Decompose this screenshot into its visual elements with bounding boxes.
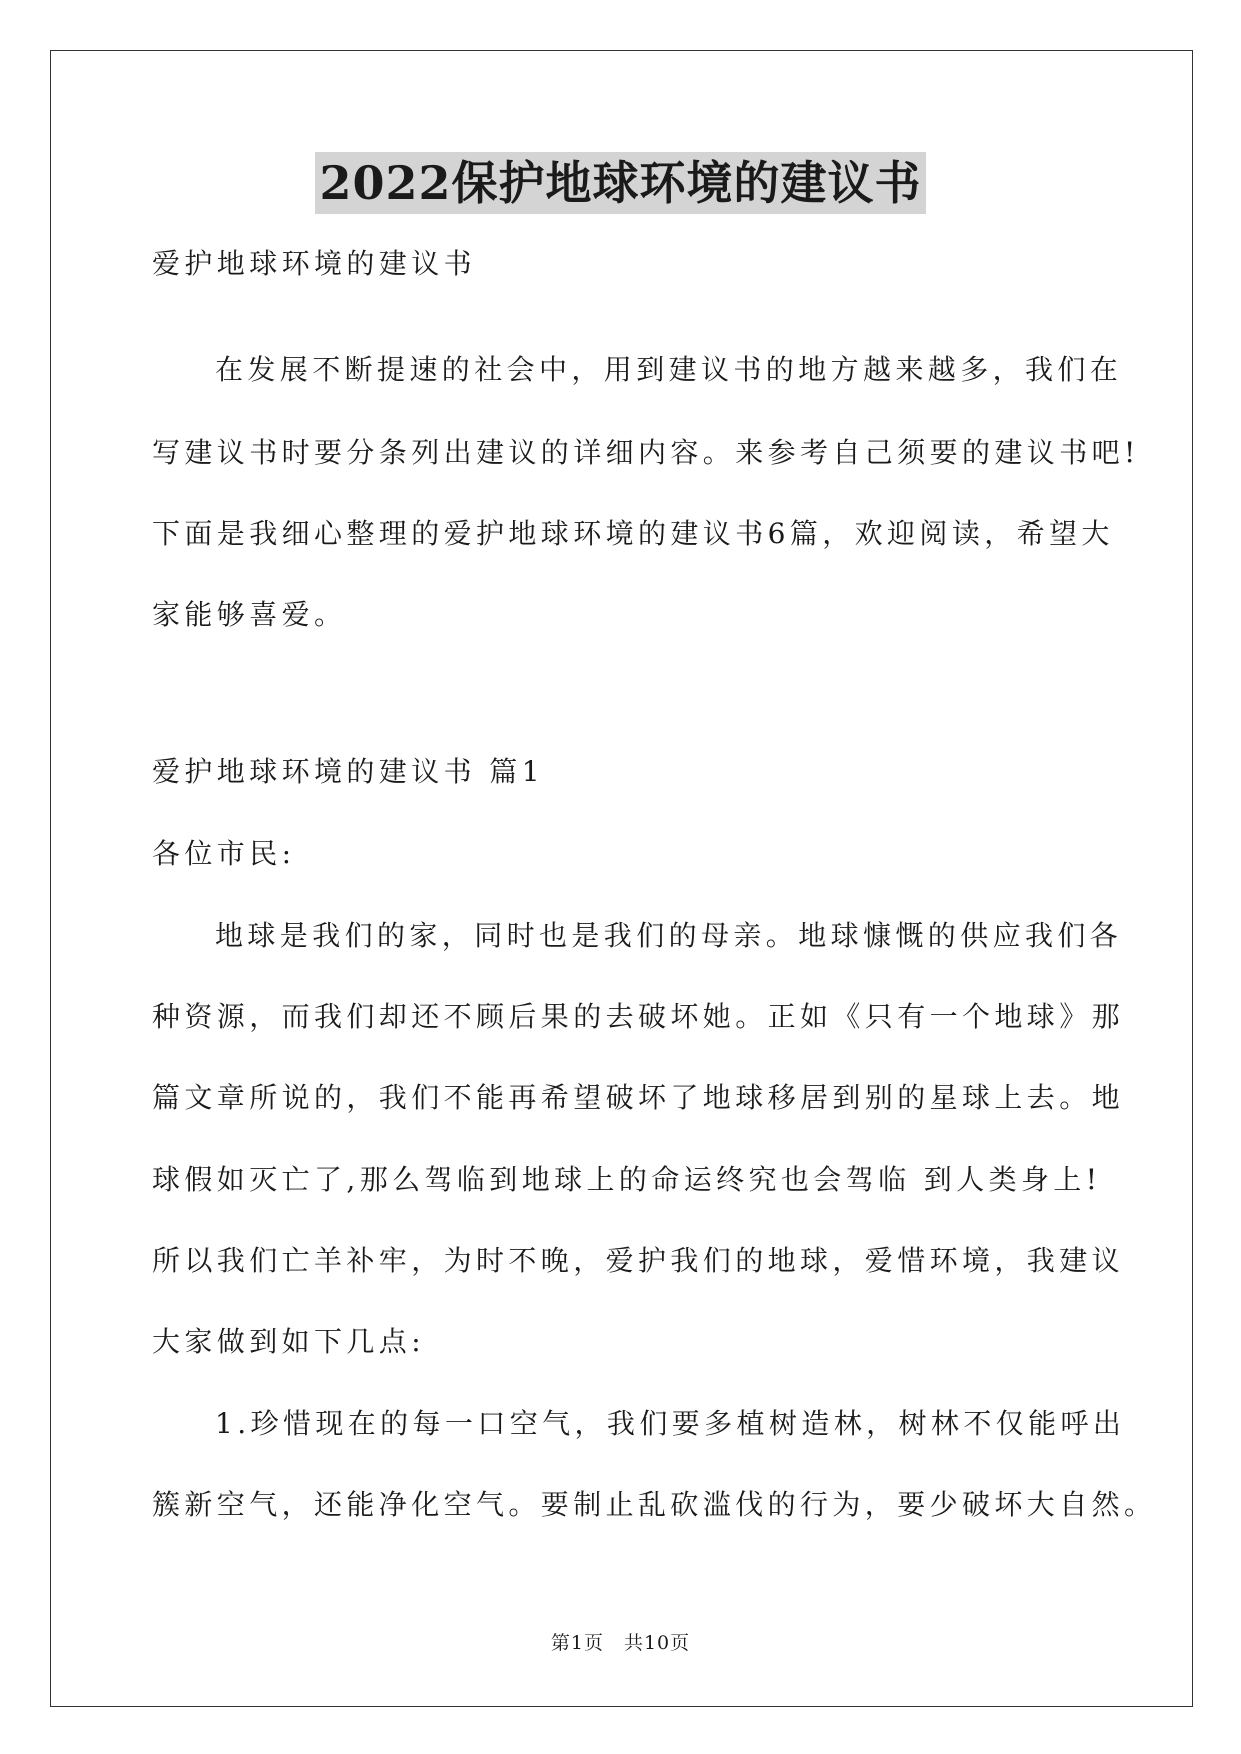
paragraph-line: 写建议书时要分条列出建议的详细内容。来参考自己须要的建议书吧! [152, 436, 1140, 469]
paragraph-line: 所以我们亡羊补牢，为时不晚，爱护我们的地球，爱惜环境，我建议 [152, 1244, 1125, 1277]
paragraph-line: 种资源，而我们却还不顾后果的去破坏她。正如《只有一个地球》那 [152, 1000, 1125, 1033]
paragraph-line: 簇新空气，还能净化空气。要制止乱砍滥伐的行为，要少破坏大自然。 [152, 1488, 1157, 1521]
paragraph-line: 大家做到如下几点: [152, 1325, 426, 1358]
document-title: 2022保护地球环境的建议书 [315, 152, 925, 214]
paragraph-line: 在发展不断提速的社会中，用到建议书的地方越来越多，我们在 [215, 353, 1123, 386]
salutation: 各位市民: [152, 837, 296, 870]
paragraph-line: 球假如灭亡了,那么驾临到地球上的命运终究也会驾临 到人类身上! [152, 1163, 1102, 1196]
page-footer [0, 1630, 1241, 1656]
title-container [0, 152, 1241, 214]
page-border [50, 50, 1193, 1707]
paragraph-line: 地球是我们的家，同时也是我们的母亲。地球慷慨的供应我们各 [215, 919, 1123, 952]
page-total: 共10页 [623, 1632, 691, 1654]
paragraph-line: 下面是我细心整理的爱护地球环境的建议书6篇，欢迎阅读，希望大 [152, 517, 1114, 550]
paragraph-line: 篇文章所说的，我们不能再希望破坏了地球移居到别的星球上去。地 [152, 1081, 1125, 1114]
subtitle-line: 爱护地球环境的建议书 [152, 247, 477, 280]
paragraph-line: 家能够喜爱。 [152, 598, 347, 631]
page-number: 第1页 [550, 1632, 604, 1654]
section-heading: 爱护地球环境的建议书 篇1 [152, 755, 544, 788]
paragraph-line: 1.珍惜现在的每一口空气，我们要多植树造林，树林不仅能呼出 [215, 1407, 1126, 1440]
